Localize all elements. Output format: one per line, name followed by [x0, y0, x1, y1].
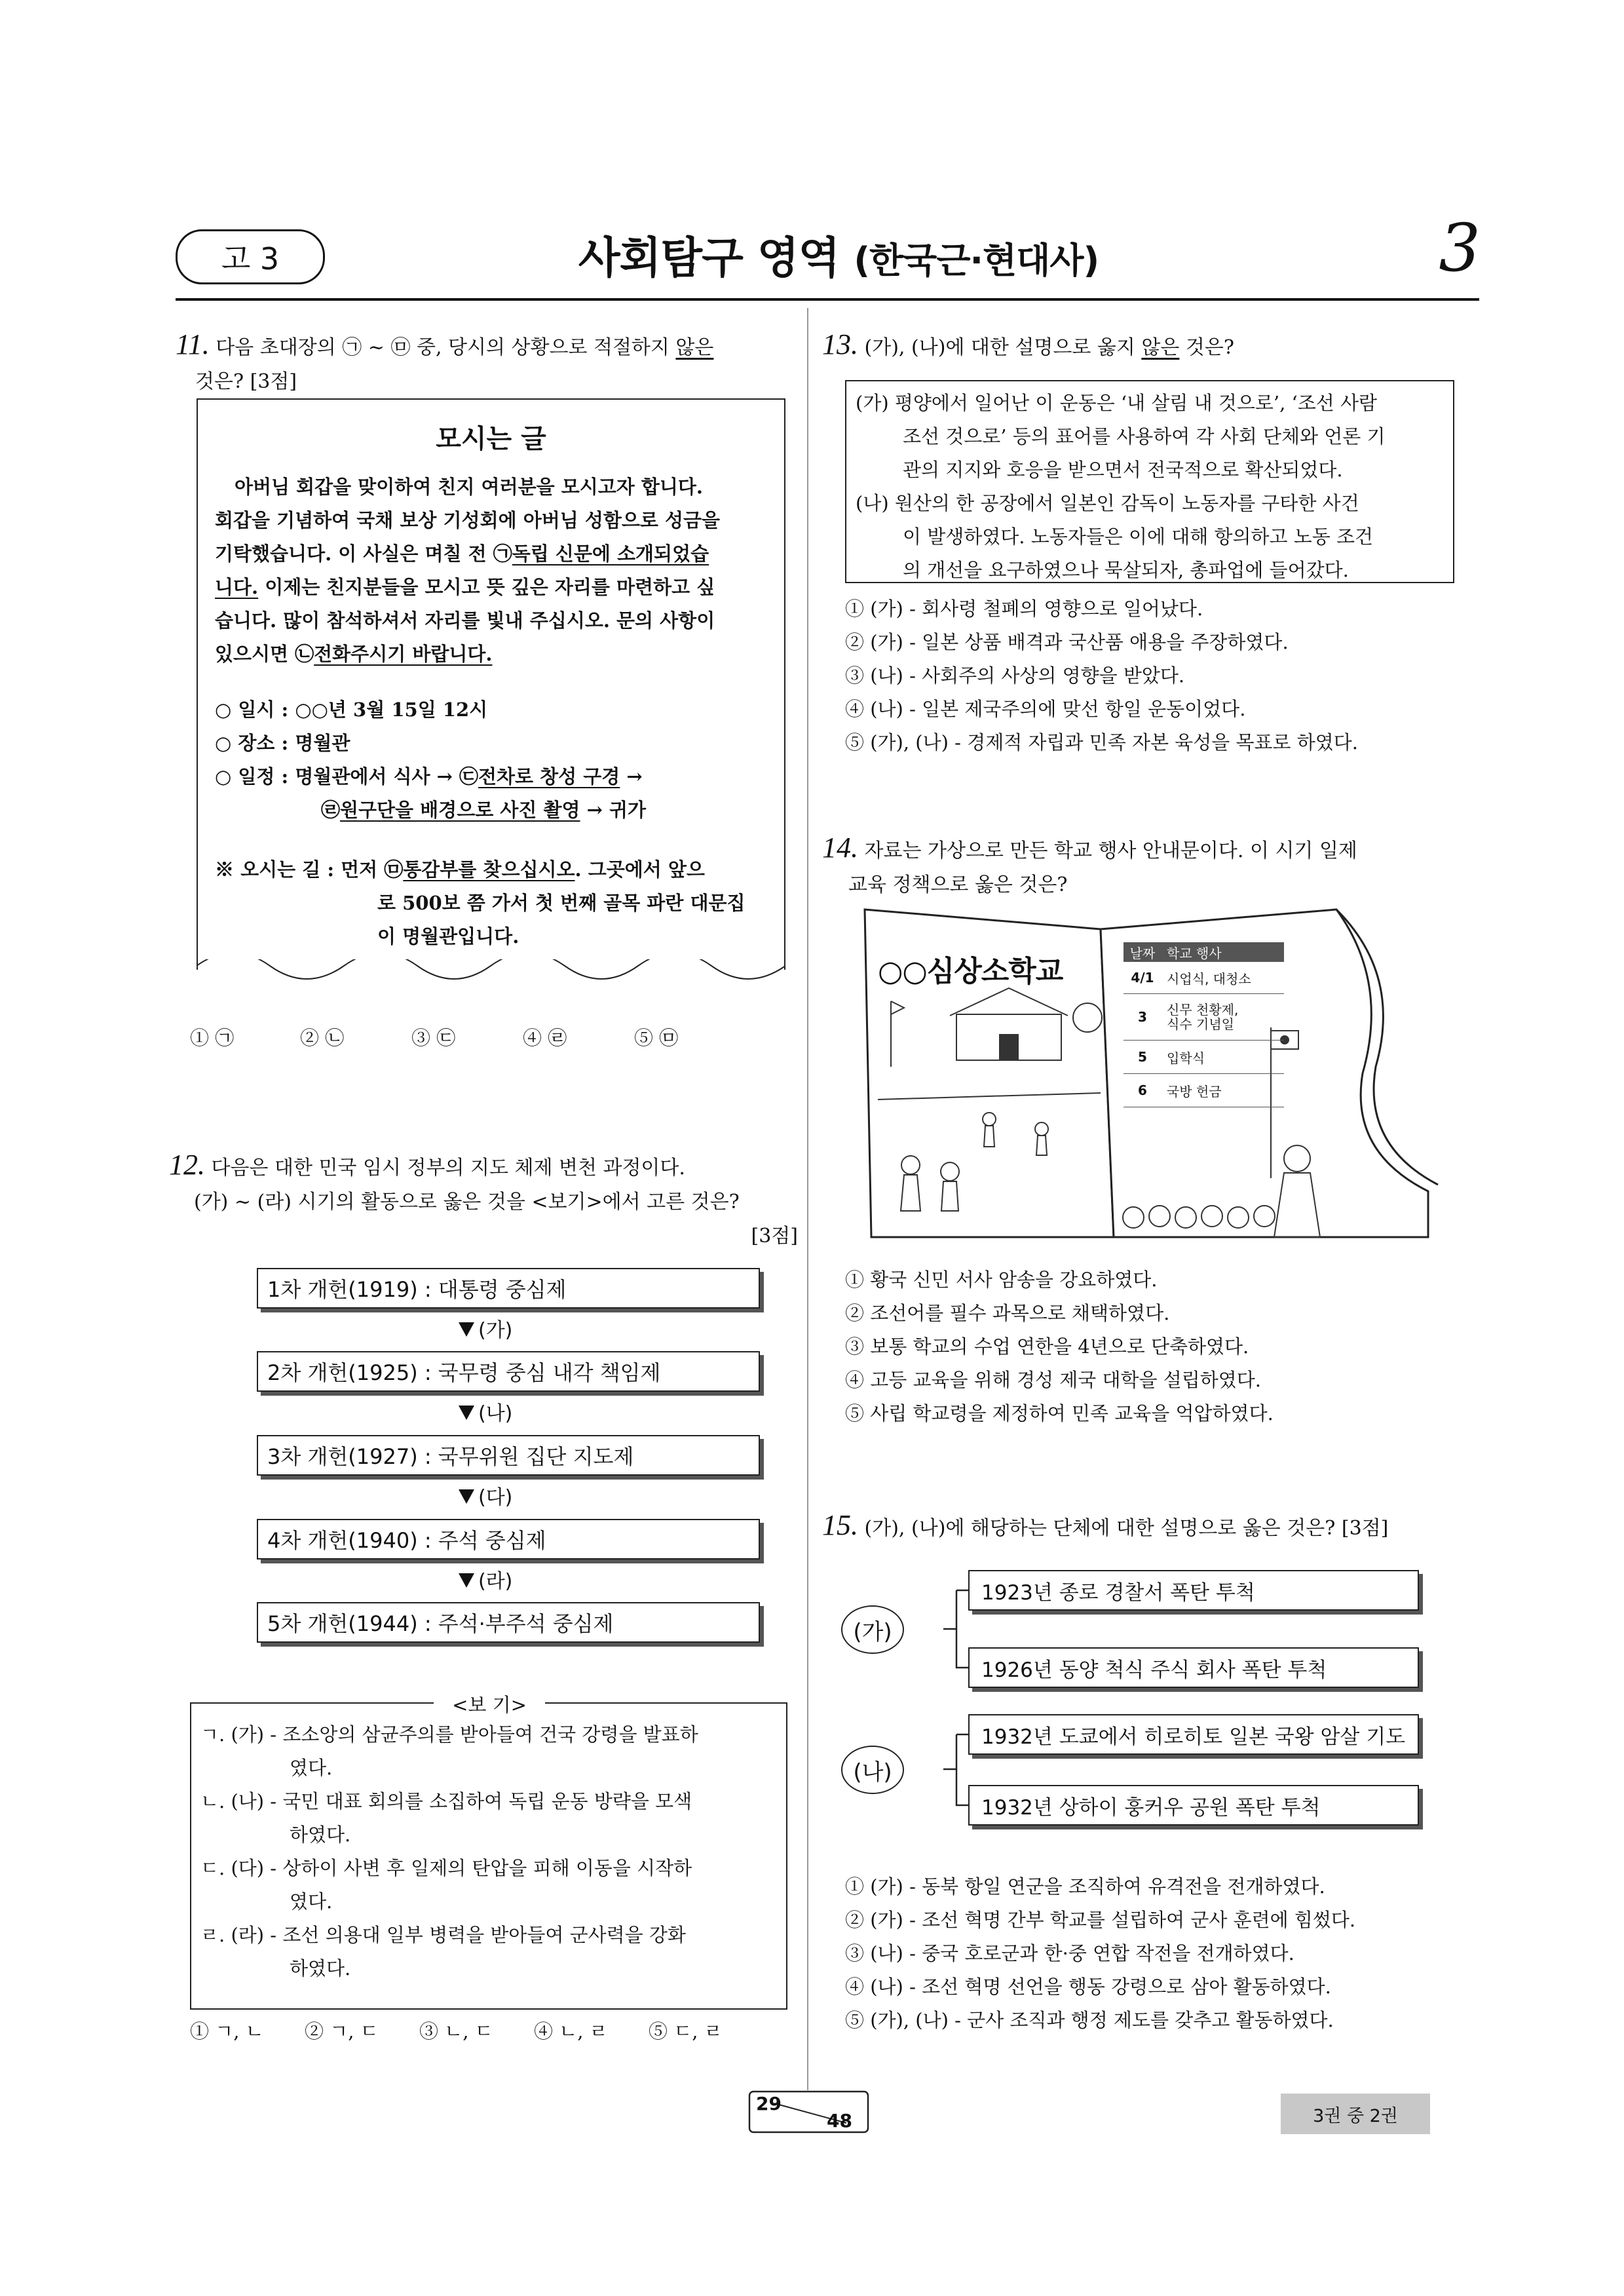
q13-ga-line: 조선 것으로’ 등의 표어를 사용하여 각 사회 단체와 언론 기 — [903, 425, 1386, 448]
exam-title-main: 사회탐구 영역 — [578, 233, 840, 283]
invitation-text: ※ 오시는 길 : 먼저 ㉤ — [215, 858, 404, 881]
q13-ga-line: 관의 지지와 호응을 받으면서 전국적으로 확산되었다. — [903, 459, 1343, 481]
q11-text: 다음 초대장의 ㉠ ~ ㉤ 중, 당시의 상황으로 적절하지 — [216, 336, 676, 359]
invitation-text: ○ 일정 : 명월관에서 식사 → ㉢ — [215, 765, 479, 788]
q13-text-2: 것은? — [1179, 336, 1234, 359]
invitation-text: → 귀가 — [580, 799, 647, 821]
page-total: 48 — [827, 2110, 852, 2132]
q12-choice-3[interactable]: ③ ㄴ, ㄷ — [419, 2020, 493, 2042]
event-row — [1124, 1074, 1284, 1107]
q12-points: [3점] — [751, 1225, 798, 1248]
bogi-item-4 — [200, 1919, 780, 1952]
q11-choice-4[interactable]: ④ ㉣ — [523, 1027, 567, 1049]
page-counter — [748, 2090, 869, 2136]
q14-choice-5[interactable]: ⑤ 사립 학교령을 제정하여 민족 교육을 억압하였다. — [845, 1402, 1274, 1425]
q15-choice-3[interactable]: ③ (나) - 중국 호로군과 한·중 연합 작전을 전개하였다. — [845, 1942, 1294, 1964]
exam-title — [511, 223, 1166, 285]
event-row — [1124, 994, 1284, 1041]
arrow-down-icon — [459, 1573, 474, 1588]
q14-text: 자료는 가상으로 만든 학교 행사 안내문이다. 이 시기 일제 — [864, 839, 1357, 862]
event-date: 4/1 — [1131, 970, 1154, 985]
q11-choice-2[interactable]: ② ㉡ — [300, 1027, 345, 1049]
q12-text: 다음은 대한 민국 임시 정부의 지도 체제 변천 과정이다. — [211, 1157, 685, 1179]
q15-group-ga: (가) — [841, 1605, 904, 1654]
page-current: 29 — [756, 2093, 782, 2114]
bogi-list — [200, 1718, 780, 1985]
invitation-wave-border — [197, 959, 785, 999]
q15-choice-2[interactable]: ② (가) - 조선 혁명 간부 학교를 설립하여 군사 훈련에 힘썼다. — [845, 1909, 1356, 1931]
q14-stem — [822, 831, 1477, 902]
bogi-text: 국민 대표 회의를 소집하여 독립 운동 방략을 모색 — [282, 1790, 692, 1812]
flow-arrow-label: (나) — [478, 1402, 513, 1425]
bogi-text: 조소앙의 삼균주의를 받아들여 건국 강령을 발표하 — [282, 1723, 698, 1746]
flow-step-3: 3차 개헌(1927) : 국무위원 집단 지도제 — [257, 1435, 760, 1476]
header-rule — [176, 298, 1479, 301]
bogi-text: 였다. — [290, 1890, 333, 1913]
q15-choice-4[interactable]: ④ (나) - 조선 혁명 선언을 행동 강령으로 삼아 활동하였다. — [845, 1976, 1331, 1998]
q13-text: (가), (나)에 대한 설명으로 옳지 — [864, 336, 1142, 359]
invitation-box — [197, 398, 785, 970]
q13-number: 13. — [822, 328, 858, 360]
invitation-text: . 그곳에서 앞으 — [575, 858, 705, 881]
q14-choices — [845, 1263, 1467, 1430]
q11-choice-3[interactable]: ③ ㉢ — [411, 1027, 456, 1049]
q13-ga-line: (가) 평양에서 일어난 이 운동은 ‘내 살림 내 것으로’, ‘조선 사람 — [856, 392, 1378, 414]
invitation-title: 모시는 글 — [436, 424, 546, 454]
flow-step-5: 5차 개헌(1944) : 주석·부주석 중심제 — [257, 1602, 760, 1643]
q12-choice-5[interactable]: ⑤ ㄷ, ㄹ — [649, 2020, 723, 2042]
invitation-directions — [215, 853, 778, 953]
invitation-text: ㉣ — [321, 799, 341, 821]
event-name: 국방 헌금 — [1167, 1083, 1222, 1100]
underline-e: 통감부를 찾으십시오 — [403, 858, 575, 881]
q14-number: 14. — [822, 832, 858, 864]
q13-na-line: 이 발생하였다. 노동자들은 이에 대해 항의하고 노동 조건 — [903, 526, 1374, 548]
q13-stem — [822, 328, 1477, 365]
event-date: 3 — [1138, 1009, 1147, 1025]
flow-arrow-na — [459, 1394, 531, 1429]
bogi-key: ㄴ. (나) - — [200, 1790, 283, 1812]
q11-text-2: 것은? [3점] — [195, 370, 297, 393]
bogi-text: 였다. — [290, 1757, 333, 1779]
event-name-line: 신무 천황제, — [1167, 1002, 1239, 1018]
flow-arrow-label: (다) — [478, 1486, 513, 1509]
q12-choice-4[interactable]: ④ ㄴ, ㄹ — [534, 2020, 608, 2042]
underline-a-cont: 니다. — [215, 576, 259, 598]
q13-na-line: (나) 원산의 한 공장에서 일본인 감독이 노동자를 구타한 사건 — [856, 492, 1359, 514]
q11-choice-5[interactable]: ⑤ ㉤ — [634, 1027, 679, 1049]
q11-stem — [176, 328, 798, 399]
invitation-schedule — [215, 760, 778, 794]
grade-badge — [176, 229, 325, 284]
event-name — [1161, 1003, 1238, 1031]
bogi-text: 조선 의용대 일부 병력을 받아들여 군사력을 강화 — [282, 1924, 686, 1946]
q14-text-2: 교육 정책으로 옳은 것은? — [848, 873, 1068, 896]
table-header-event: 학교 행사 — [1167, 945, 1222, 961]
event-date: 6 — [1138, 1082, 1147, 1098]
bogi-item-3 — [200, 1852, 780, 1885]
invitation-schedule-2 — [215, 794, 778, 827]
invitation-line — [215, 537, 772, 571]
event-table-header — [1124, 942, 1284, 962]
na-event-1: 1932년 도쿄에서 히로히토 일본 국왕 암살 기도 — [968, 1714, 1419, 1755]
flow-arrow-da — [459, 1478, 531, 1513]
q12-choice-2[interactable]: ② ㄱ, ㄷ — [305, 2020, 379, 2042]
q14-choice-4[interactable]: ④ 고등 교육을 위해 경성 제국 대학을 설립하였다. — [845, 1369, 1262, 1391]
grade-label: 고 3 — [221, 241, 280, 277]
invitation-text: → — [620, 765, 643, 788]
q12-choice-1[interactable]: ① ㄱ, ㄴ — [190, 2020, 264, 2042]
arrow-down-icon — [459, 1322, 474, 1337]
bogi-title: <보 기> — [434, 1691, 545, 1717]
bogi-item-2 — [200, 1785, 780, 1818]
column-divider — [807, 308, 808, 2090]
flow-step-4: 4차 개헌(1940) : 주석 중심제 — [257, 1519, 760, 1559]
na-event-2: 1932년 상하이 훙커우 공원 폭탄 투척 — [968, 1785, 1419, 1826]
bogi-item-1 — [200, 1718, 780, 1751]
invitation-line: 회갑을 기념하여 국채 보상 기성회에 아버님 성함으로 성금을 — [215, 509, 721, 531]
exam-title-sub: (한국근·현대사) — [854, 240, 1099, 281]
school-brochure — [852, 903, 1441, 1244]
q13-text-underline: 않은 — [1141, 336, 1180, 359]
q15-choices — [845, 1870, 1467, 2037]
flow-step-1: 1차 개헌(1919) : 대통령 중심제 — [257, 1268, 760, 1309]
q11-text-underline: 않은 — [675, 336, 714, 359]
flow-arrow-label: (라) — [478, 1570, 513, 1593]
bogi-box — [190, 1694, 787, 2010]
invitation-place: ○ 장소 : 명월관 — [215, 732, 350, 754]
invitation-body — [215, 470, 772, 671]
q13-choice-2[interactable]: ② (가) - 일본 상품 배격과 국산품 애용을 주장하였다. — [845, 631, 1289, 653]
invitation-text: 이제는 친지분들을 모시고 뜻 깊은 자리를 마련하고 싶 — [258, 576, 715, 598]
arrow-down-icon — [459, 1406, 474, 1420]
underline-a: 독립 신문에 소개되었습 — [512, 543, 709, 565]
underline-b: 전화주시기 바랍니다. — [314, 643, 493, 665]
directions-line — [215, 853, 778, 887]
q14-choice-2[interactable]: ② 조선어를 필수 과목으로 채택하였다. — [845, 1302, 1170, 1324]
q13-choice-5[interactable]: ⑤ (가), (나) - 경제적 자립과 민족 자본 육성을 목표로 하였다. — [845, 731, 1358, 754]
ga-event-2: 1926년 동양 척식 주식 회사 폭탄 투척 — [968, 1647, 1419, 1688]
q14-choice-3[interactable]: ③ 보통 학교의 수업 연한을 4년으로 단축하였다. — [845, 1335, 1249, 1358]
bogi-text: 하였다. — [290, 1957, 351, 1980]
event-row — [1124, 1041, 1284, 1074]
q15-choice-5[interactable]: ⑤ (가), (나) - 군사 조직과 행정 제도를 갖추고 활동하였다. — [845, 2009, 1334, 2031]
q12-number: 12. — [169, 1149, 205, 1181]
bogi-key: ㄷ. (다) - — [200, 1857, 283, 1879]
q13-source-box — [845, 380, 1454, 583]
q15-connectors — [891, 1573, 976, 1835]
table-header-date: 날짜 — [1129, 945, 1156, 961]
ga-event-1: 1923년 종로 경찰서 폭탄 투척 — [968, 1570, 1419, 1611]
q13-choice-3[interactable]: ③ (나) - 사회주의 사상의 영향을 받았다. — [845, 664, 1185, 687]
flow-step-2: 2차 개헌(1925) : 국무령 중심 내각 책임제 — [257, 1351, 760, 1392]
q12-text-2: (가) ~ (라) 시기의 활동으로 옳은 것을 <보기>에서 고른 것은? — [194, 1191, 740, 1214]
underline-c: 전차로 창성 구경 — [478, 765, 620, 788]
flow-arrow-ga — [459, 1311, 531, 1346]
q15-text: (가), (나)에 해당하는 단체에 대한 설명으로 옳은 것은? [3점] — [864, 1517, 1389, 1540]
bogi-key: ㄹ. (라) - — [200, 1924, 283, 1946]
invitation-date: ○ 일시 : ○○년 3월 15일 12시 — [215, 698, 488, 721]
event-date: 5 — [1138, 1049, 1147, 1065]
invitation-line: 습니다. 많이 참석하셔서 자리를 빛내 주십시오. 문의 사항이 — [215, 609, 715, 632]
event-table — [1124, 942, 1284, 1107]
bogi-text: 하였다. — [290, 1824, 351, 1846]
q11-number: 11. — [176, 328, 210, 360]
q13-na-line: 의 개선을 요구하였으나 묵살되자, 총파업에 들어갔다. — [903, 559, 1349, 581]
flow-arrow-label: (가) — [478, 1319, 513, 1342]
invitation-line — [215, 571, 772, 604]
bogi-text: 상하이 사변 후 일제의 탄압을 피해 이동을 시작하 — [282, 1857, 692, 1879]
page-number: 3 — [1439, 210, 1481, 286]
event-row — [1124, 962, 1284, 994]
invitation-line: 아버님 회갑을 맞이하여 친지 여러분을 모시고자 합니다. — [235, 476, 703, 498]
event-name: 입학식 — [1167, 1050, 1205, 1066]
bogi-key: ㄱ. (가) - — [200, 1723, 283, 1746]
q15-group-na: (나) — [841, 1746, 904, 1794]
event-name: 시업식, 대청소 — [1167, 970, 1251, 987]
arrow-down-icon — [459, 1489, 474, 1504]
q13-choice-1[interactable]: ① (가) - 회사령 철폐의 영향으로 일어났다. — [845, 598, 1203, 620]
invitation-details — [215, 693, 778, 827]
invitation-text: 기탁했습니다. 이 사실은 며칠 전 ㉠ — [215, 543, 512, 565]
q11-choice-1[interactable]: ① ㉠ — [190, 1027, 235, 1049]
directions-line: 이 명월관입니다. — [377, 925, 519, 947]
invitation-line — [215, 638, 772, 671]
invitation-text: 있으시면 ㉡ — [215, 643, 314, 665]
directions-line: 로 500보 쯤 가서 첫 번째 골목 파란 대문집 — [377, 892, 746, 914]
q13-choice-4[interactable]: ④ (나) - 일본 제국주의에 맞선 항일 운동이었다. — [845, 698, 1246, 720]
q15-stem — [822, 1508, 1484, 1546]
q13-choices — [845, 592, 1467, 759]
volume-badge: 3권 중 2권 — [1281, 2094, 1430, 2134]
event-name-line: 식수 기념일 — [1167, 1016, 1234, 1032]
underline-d: 원구단을 배경으로 사진 촬영 — [340, 799, 580, 821]
q15-choice-1[interactable]: ① (가) - 동북 항일 연군을 조직하여 유격전을 전개하였다. — [845, 1875, 1325, 1898]
flow-arrow-ra — [459, 1561, 531, 1597]
q15-number: 15. — [822, 1509, 858, 1541]
q14-choice-1[interactable]: ① 황국 신민 서사 암송을 강요하였다. — [845, 1269, 1158, 1291]
q12-stem — [169, 1148, 798, 1253]
school-name: ○○심상소학교 — [878, 955, 1063, 988]
